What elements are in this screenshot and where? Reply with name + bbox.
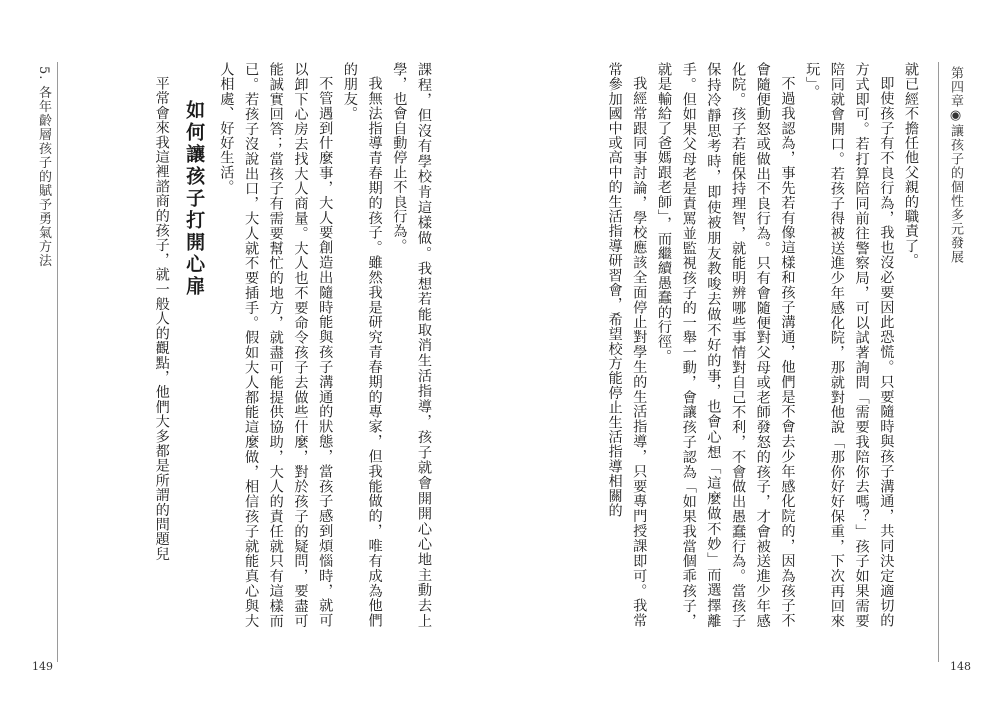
- section-heading: 如何讓孩子打開心扉: [183, 100, 206, 298]
- running-header: 5. 各年齡層孩子的賦予勇氣方法: [36, 66, 51, 268]
- paragraph: 平常會來我這裡諮商的孩子，就一般人的觀點，他們大多都是所謂的問題兒: [153, 76, 170, 562]
- body-text: [602, 62, 923, 628]
- body-text: [149, 62, 436, 628]
- margin-rule: [938, 62, 939, 662]
- paragraph: 不過我認為，事先若有像這樣和孩子溝通，他們是不會去少年感化院的，因為孩子不會隨便動怒或做出不良行為。只有會隨便對父母或老師發怒的孩子，才會被送進少年感化院。孩子若能保持理智，就能明辨哪些事情對自己不利，不會做出愚蠢行為。當孩子保持冷靜思考時，即使被朋友教唆去做不好的事，也會心想「這麼做不妙」而選擇離手。但如果父母老是責罵並監視孩子的一舉一動，會讓孩子認為「如果我當個乖孩子，就是輸給了爸媽跟老師」，而繼續愚蠢的行徑。: [655, 62, 796, 628]
- paragraph: 即使孩子有不良行為，我也沒必要因此恐慌。只要隨時與孩子溝通，共同決定適切的方式即可。若打算陪同前往警察局，可以試著詢問「需要我陪你去嗎？」孩子如果需要陪同就會開口。若孩子得被送進少年感化院，那就對他說「那你好好保重，下次再回來玩」。: [804, 62, 895, 628]
- paragraph: 我經常跟同事討論，學校應該全面停止對學生的生活指導，只要專門授課即可。我常常參加國中或高中的生活指導研習會，希望校方能停止生活指導相關的: [606, 62, 648, 628]
- page-number: 148: [950, 660, 971, 673]
- paragraph: 課程，但沒有學校肯這樣做。我想若能取消生活指導，孩子就會開開心心地主動去上學，也會自動停止不良行為。: [391, 62, 432, 628]
- paragraph: 就已經不擔任他父親的職責了。: [903, 62, 919, 268]
- right-page: [500, 0, 999, 709]
- running-header: 第四章◉讓孩子的個性多元發展: [948, 66, 963, 264]
- margin-rule: [57, 62, 58, 662]
- paragraph: 我無法指導青春期的孩子。雖然我是研究青春期的專家，但我能做的，唯有成為他們的朋友。: [341, 62, 383, 628]
- paragraph: 不管遇到什麼事，大人要創造出隨時能與孩子溝通的狀態，當孩子感到煩惱時，就可以卸下心房去找大人商量。大人也不要命令孩子去做些什麼，對於孩子的疑問，要盡可能誠實回答；當孩子有需要幫忙的地方，就盡可能提供協助，大人的責任就只有這樣而已。若孩子沒說出口，大人就不要插手。假如大人都能這麼做，相信孩子就能真心與大人相處、好好生活。: [218, 62, 334, 628]
- page-number: 149: [32, 660, 53, 673]
